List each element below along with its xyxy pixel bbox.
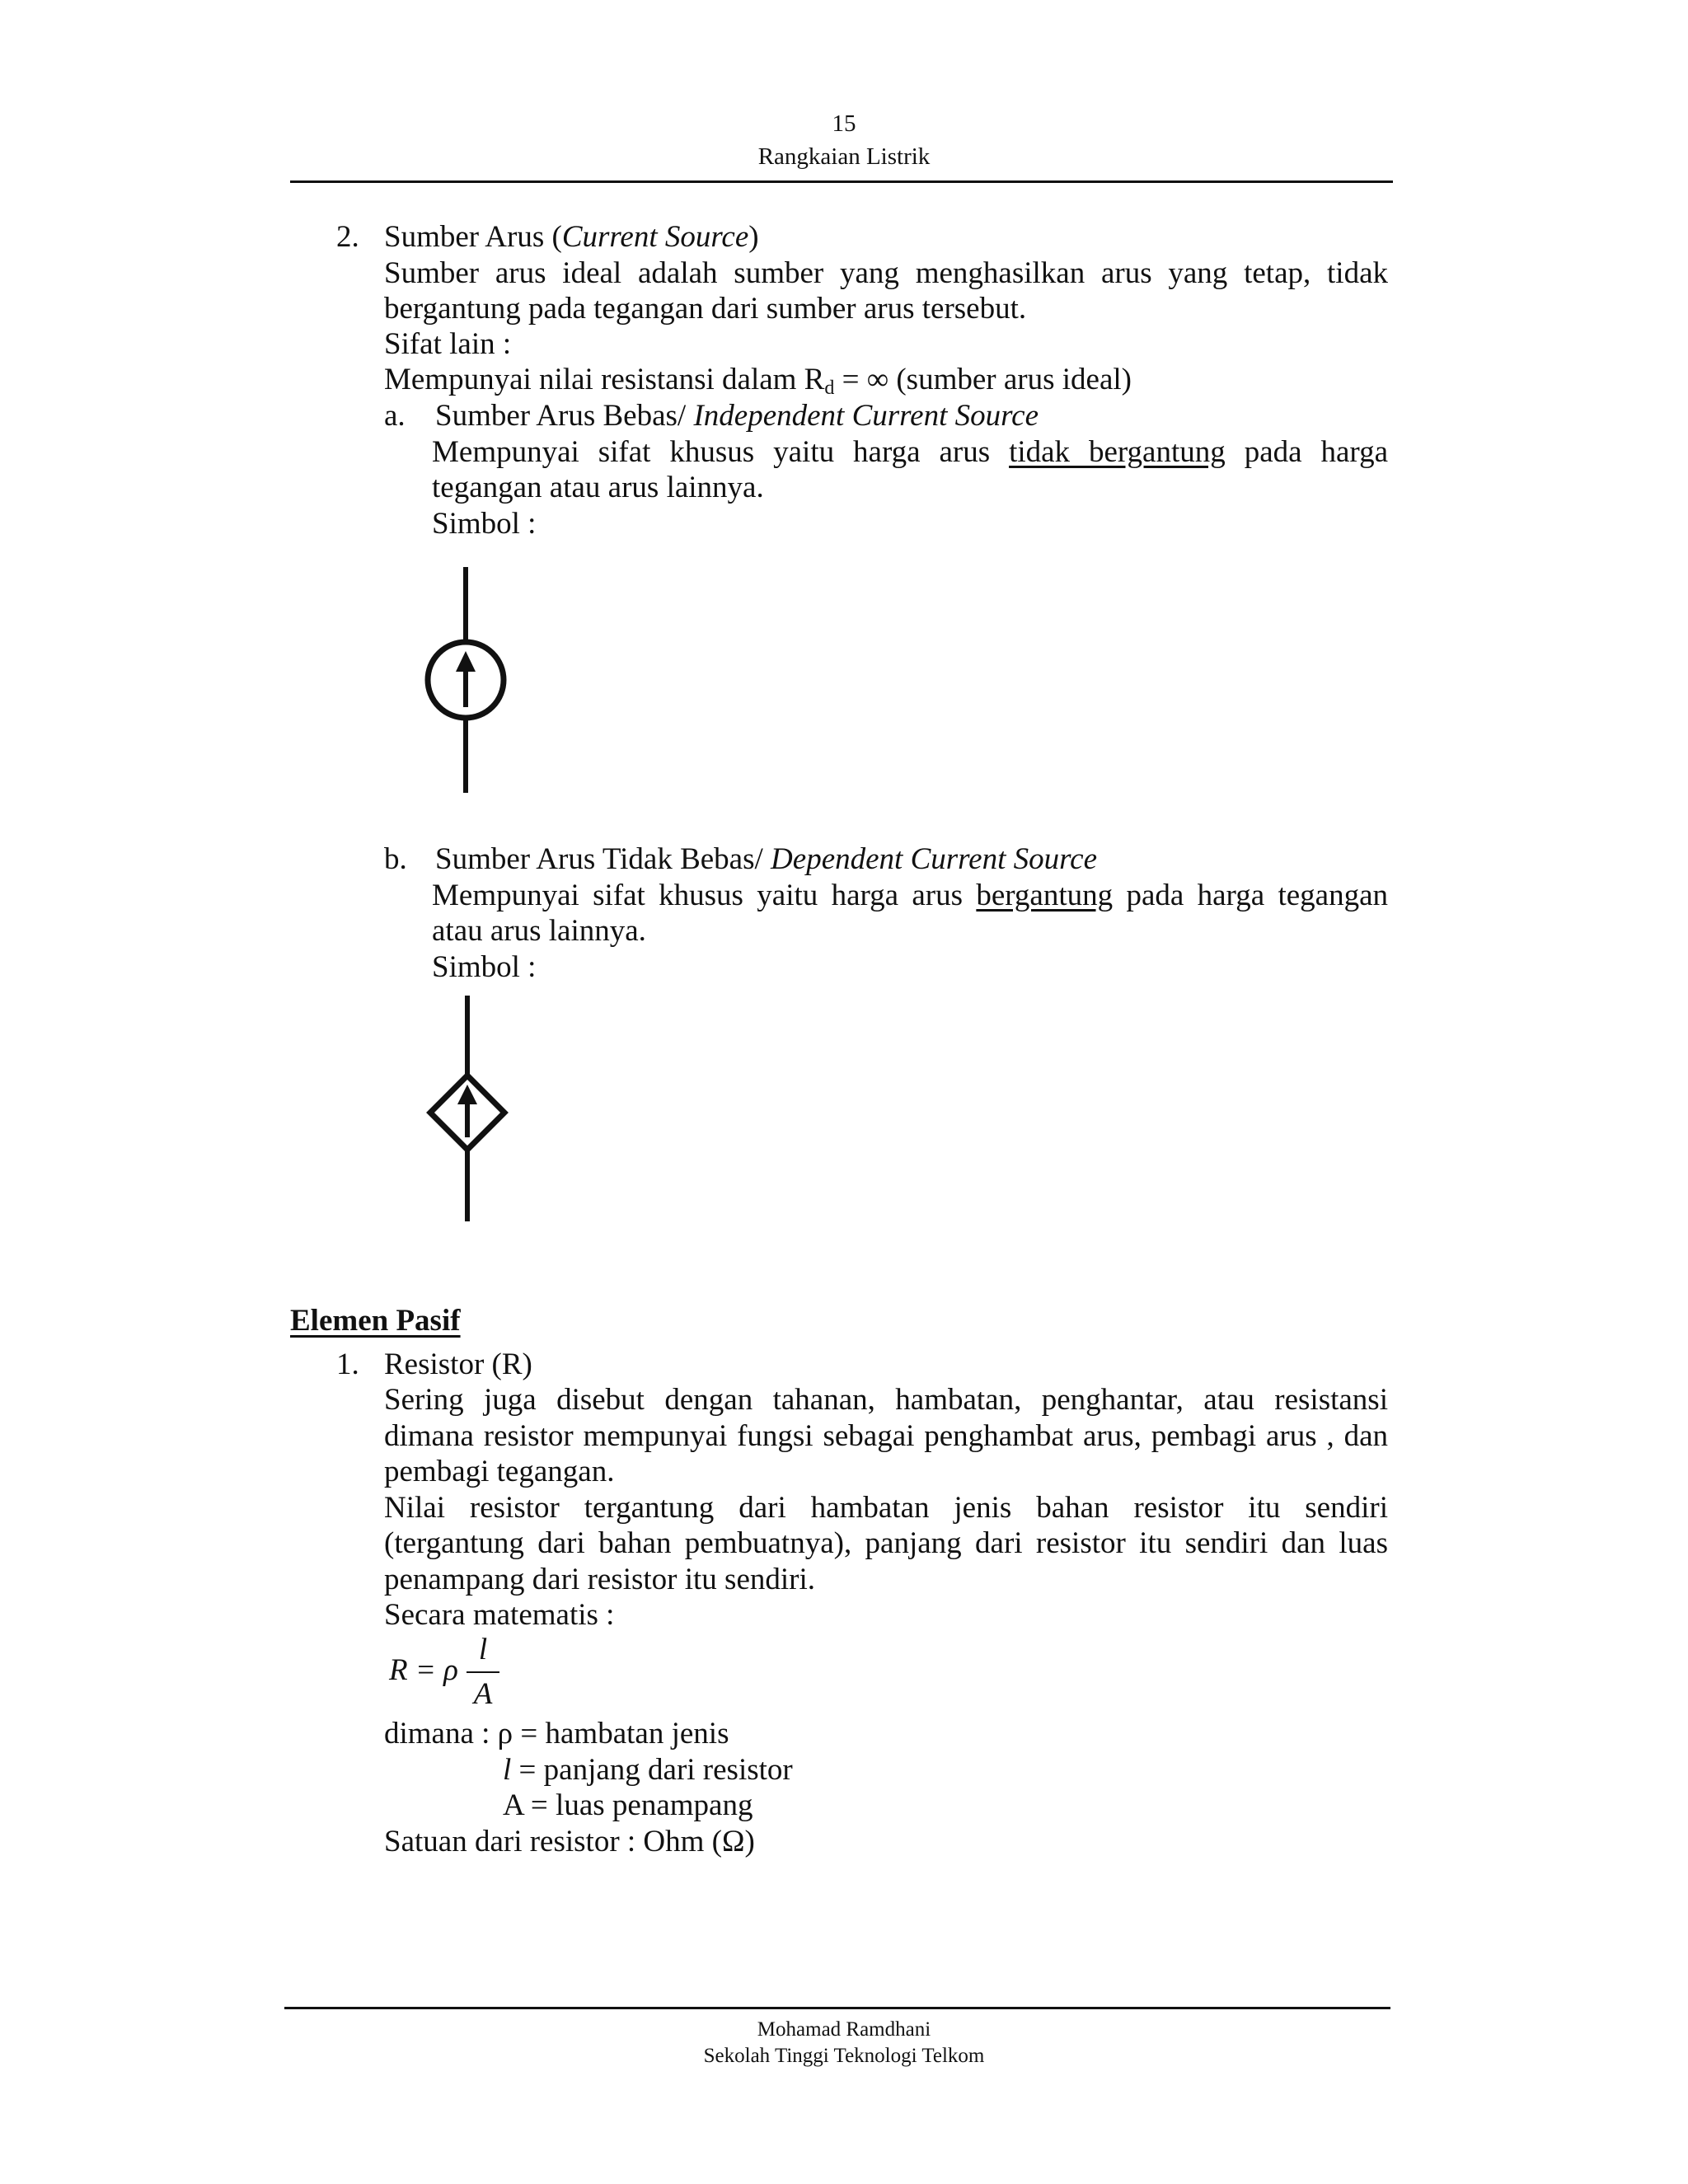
paragraph-line: bergantung pada tegangan dari sumber arus tersebut. xyxy=(384,292,1027,326)
paragraph-line: Sumber arus ideal adalah sumber yang menghasilkan arus yang tetap, tidak xyxy=(384,256,1388,290)
satuan-line: Satuan dari resistor : Ohm (Ω) xyxy=(384,1825,755,1858)
formula-denominator: A xyxy=(473,1677,493,1711)
page-number: 15 xyxy=(832,110,856,137)
subitem-letter: a. xyxy=(384,399,406,433)
independent-current-source-symbol xyxy=(412,560,519,799)
sifat-lain-label: Sifat lain : xyxy=(384,327,512,361)
dependent-current-source-symbol xyxy=(412,989,519,1228)
secara-matematis-label: Secara matematis : xyxy=(384,1598,615,1632)
footer-author: Mohamad Ramdhani xyxy=(757,2018,931,2041)
definition-a: A = luas penampang xyxy=(503,1788,753,1822)
formula-lhs: R = ρ xyxy=(389,1653,458,1687)
section-number: 2. xyxy=(336,220,359,254)
paragraph-line: (tergantung dari bahan pembuatnya), panjang dari resistor itu sendiri dan luas xyxy=(384,1526,1388,1560)
subitem-title: Sumber Arus Bebas/ Independent Current Source xyxy=(435,399,1039,433)
footer-institution: Sekolah Tinggi Teknologi Telkom xyxy=(703,2045,985,2067)
footer-rule xyxy=(284,2007,1390,2009)
simbol-label: Simbol : xyxy=(432,507,537,541)
paragraph-line: tegangan atau arus lainnya. xyxy=(432,471,764,504)
fraction-bar xyxy=(467,1671,499,1673)
paragraph-line: Nilai resistor tergantung dari hambatan jenis bahan resistor itu sendiri xyxy=(384,1491,1388,1525)
section-title: Sumber Arus (Current Source) xyxy=(384,220,759,254)
paragraph-line: Mempunyai sifat khusus yaitu harga arus bergantung pada harga tegangan xyxy=(432,879,1388,912)
item-title: Resistor (R) xyxy=(384,1347,532,1381)
header-rule xyxy=(290,180,1393,183)
paragraph-line: Sering juga disebut dengan tahanan, hambatan, penghantar, atau resistansi xyxy=(384,1383,1388,1417)
arrow-up-icon xyxy=(456,651,476,672)
paragraph-line: Mempunyai sifat khusus yaitu harga arus tidak bergantung pada harga xyxy=(432,435,1388,469)
section-heading: Elemen Pasif xyxy=(290,1304,461,1338)
arrow-up-icon xyxy=(457,1085,477,1104)
paragraph-line: atau arus lainnya. xyxy=(432,914,646,948)
definition-l: l = panjang dari resistor xyxy=(503,1753,793,1787)
running-title: Rangkaian Listrik xyxy=(757,143,931,170)
resistance-line: Mempunyai nilai resistansi dalam $R_d$ = ∞ (sumber arus ideal) xyxy=(384,363,1132,399)
paragraph-line: dimana resistor mempunyai fungsi sebagai penghambat arus, pembagi arus , dan xyxy=(384,1419,1388,1453)
simbol-label: Simbol : xyxy=(432,950,537,984)
formula-numerator: l xyxy=(478,1633,488,1666)
paragraph-line: pembagi tegangan. xyxy=(384,1455,615,1488)
subitem-letter: b. xyxy=(384,842,407,876)
definition-rho: dimana : ρ = hambatan jenis xyxy=(384,1717,729,1750)
item-number: 1. xyxy=(336,1347,359,1381)
subitem-title: Sumber Arus Tidak Bebas/ Dependent Current Source xyxy=(435,842,1097,876)
paragraph-line: penampang dari resistor itu sendiri. xyxy=(384,1563,816,1596)
